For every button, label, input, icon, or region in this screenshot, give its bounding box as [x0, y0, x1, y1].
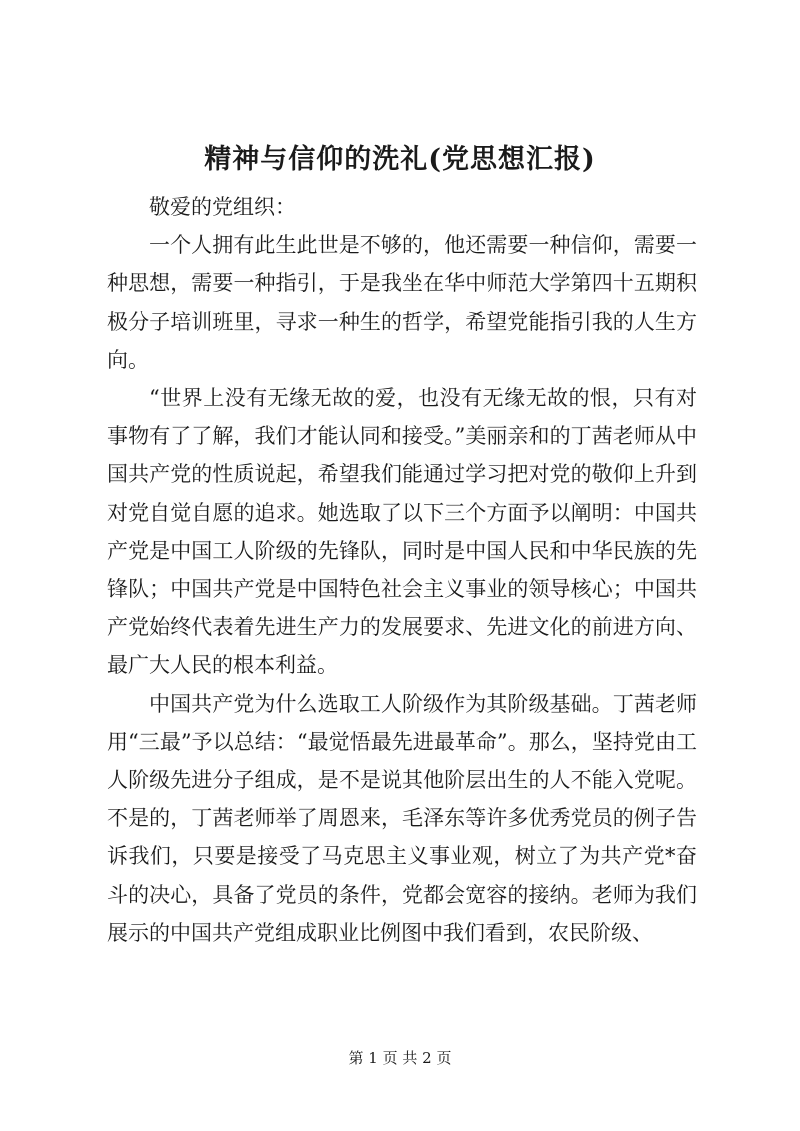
paragraph-1: 一个人拥有此生此世是不够的，他还需要一种信仰，需要一种思想，需要一种指引，于是我坐在华中师范大学第四十五期积极分子培训班里，寻求一种生的哲学，希望党能指引我的人生方向。	[107, 233, 697, 372]
document-title: 精神与信仰的洗礼(党思想汇报)	[204, 144, 596, 175]
page-footer: 第 1 页 共 2 页	[348, 1049, 452, 1067]
paragraph-2: “世界上没有无缘无故的爱，也没有无缘无故的恨，只有对事物有了了解，我们才能认同和接受。”美丽亲和的丁茜老师从中国共产党的性质说起，希望我们能通过学习把对党的敬仰上升到对党自觉自愿的追求。她选取了以下三个方面予以阐明：中国共产党是中国工人阶级的先锋队，同时是中国人民和中华民族的先锋队；中国共产党是中国特色社会主义事业的领导核心；中国共产党始终代表着先进生产力的发展要求、先进文化的前进方向、最广大人民的根本利益。	[107, 386, 697, 678]
salutation: 敬爱的党组织：	[149, 195, 296, 219]
document-body	[107, 188, 697, 952]
paragraph-3: 中国共产党为什么选取工人阶级作为其阶级基础。丁茜老师用“三最”予以总结：“最觉悟最先进最革命”。那么，坚持党由工人阶级先进分子组成，是不是说其他阶层出生的人不能入党呢。不是的，丁茜老师举了周恩来，毛泽东等许多优秀党员的例子告诉我们，只要是接受了马克思主义事业观，树立了为共产党*奋斗的决心，具备了党员的条件，党都会宽容的接纳。老师为我们展示的中国共产党组成职业比例图中我们看到，农民阶级、	[107, 691, 697, 945]
